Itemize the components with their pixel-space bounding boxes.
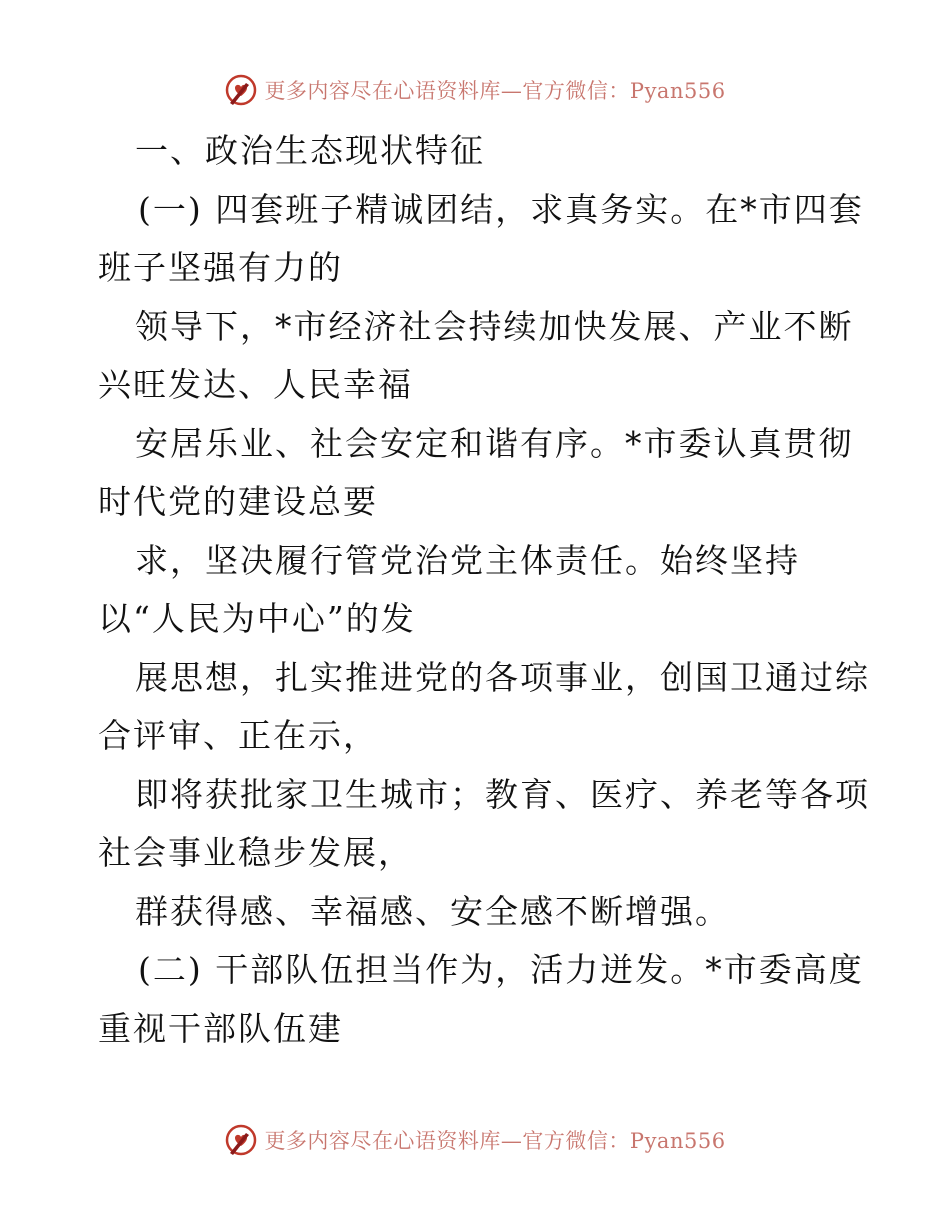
paragraph-line: 安居乐业、社会安定和谐有序。*市委认真贯彻: [135, 423, 854, 463]
paragraph-line: 群获得感、幸福感、安全感不断增强。: [135, 891, 730, 931]
section-heading: 一、政治生态现状特征: [135, 131, 485, 170]
header-watermark-text: 更多内容尽在心语资料库—官方微信：Pyan556: [264, 79, 726, 103]
paragraph-line: 领导下，*市经济社会持续加快发展、产业不断: [135, 306, 854, 346]
footer-watermark-text: 更多内容尽在心语资料库—官方微信：Pyan556: [264, 1129, 726, 1153]
paragraph-line: 展思想，扎实推进党的各项事业，创国卫通过综: [135, 657, 870, 697]
paragraph-line: (二) 干部队伍担当作为，活力迸发。*市委高度: [138, 950, 864, 989]
header-watermark: [0, 70, 950, 110]
paragraph-line: (一) 四套班子精诚团结，求真务实。在*市四套: [138, 189, 864, 229]
pen-heart-logo-icon: [224, 1123, 258, 1157]
paragraph-line: 即将获批家卫生城市；教育、医疗、养老等各项: [135, 774, 870, 814]
paragraph-line: 社会事业稳步发展，: [98, 833, 413, 872]
footer-watermark: [0, 1120, 950, 1160]
paragraph-line: 以“人民为中心”的发: [98, 599, 416, 638]
paragraph-line: 合评审、正在示，: [98, 716, 378, 755]
paragraph-line: 重视干部队伍建: [98, 1008, 343, 1048]
pen-heart-logo-icon: [224, 73, 258, 107]
paragraph-line: 求，坚决履行管党治党主体责任。始终坚持: [135, 540, 800, 580]
paragraph-line: 时代党的建设总要: [98, 482, 378, 521]
document-body: [98, 122, 870, 1058]
paragraph-line: 班子坚强有力的: [98, 248, 343, 287]
paragraph-line: 兴旺发达、人民幸福: [98, 365, 413, 404]
